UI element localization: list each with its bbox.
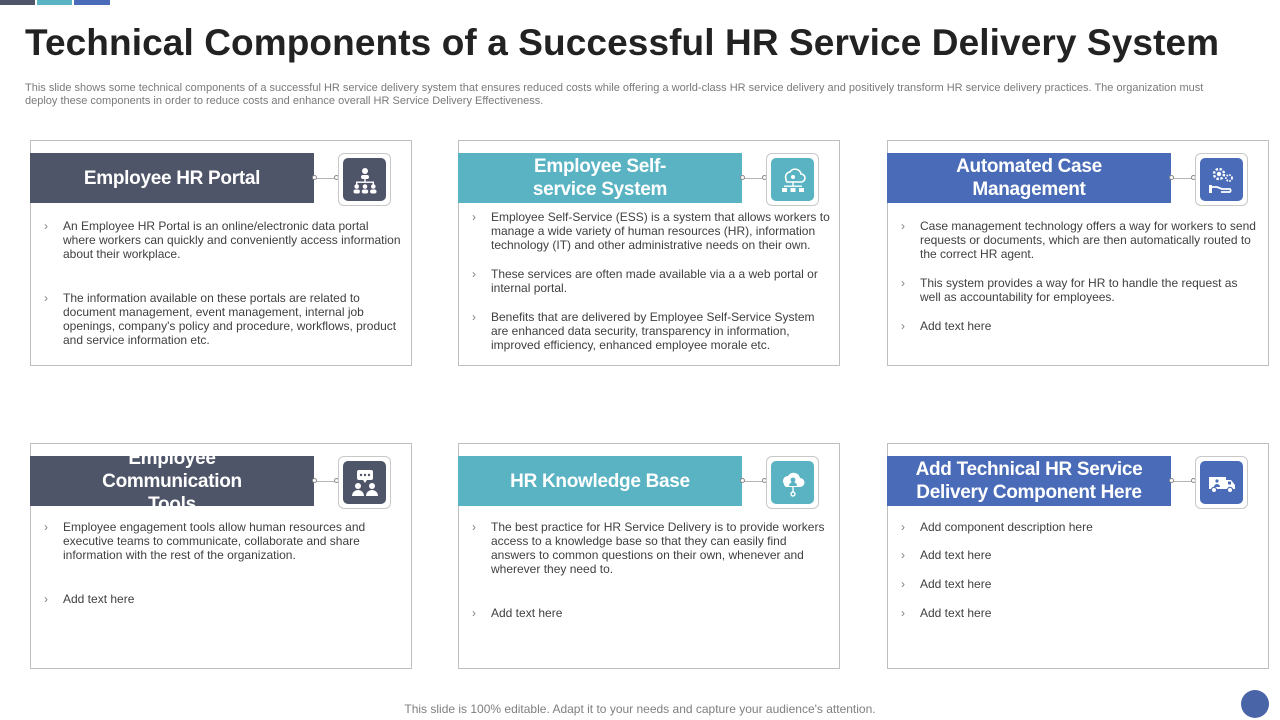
- list-item: › These services are often made available via a a web portal or internal portal.: [491, 267, 831, 295]
- page-description: This slide shows some technical components of a successful HR service delivery system that ensures reduced costs while offering a world-class HR service delivery and positively transform HR service delivery practices. The organization must deploy these components in order to reduce costs and enhance overall HR Service Delivery Effectiveness.: [25, 82, 1204, 107]
- footer-note: This slide is 100% editable. Adapt it to your needs and capture your audience's attention.: [404, 702, 876, 716]
- corner-circle: [1241, 690, 1269, 718]
- card-employee-hr-portal: [30, 140, 412, 366]
- list-item: › Employee Self-Service (ESS) is a system that allows workers to manage a wide variety of human resources (HR), information technology (IT) and other administrative needs on their own.: [491, 210, 831, 252]
- connector-dot: [740, 478, 745, 483]
- list-item: › An Employee HR Portal is an online/electronic data portal where workers can quickly and conveniently access information about their workplace.: [63, 219, 403, 261]
- card-employee-self-service-system: [458, 140, 840, 366]
- connector-dot: [312, 175, 317, 180]
- gear-hand-icon: [1195, 153, 1248, 206]
- connector-dot: [1169, 478, 1174, 483]
- list-item: › Add text here: [920, 606, 1260, 620]
- list-item: › Case management technology offers a way for workers to send requests or documents, which are then automatically routed to the correct HR agent.: [920, 219, 1260, 261]
- card-title: Employee Self-service System: [458, 153, 742, 203]
- card-title: HR Knowledge Base: [458, 456, 742, 506]
- list-item: › Add text here: [920, 577, 1260, 591]
- connector-dot: [740, 175, 745, 180]
- card-automated-case-management: [887, 140, 1269, 366]
- list-item: › The best practice for HR Service Delivery is to provide workers access to a knowledge base so that they can easily find answers to common questions on their own, whenever and wherever they need to.: [491, 520, 831, 576]
- connector-dot: [312, 478, 317, 483]
- delivery-truck-icon: [1195, 456, 1248, 509]
- card-title: Employee Communication Tools: [30, 456, 314, 506]
- list-item: › This system provides a way for HR to handle the request as well as accountability for employees.: [920, 276, 1260, 304]
- card-add-component: [887, 443, 1269, 669]
- card-title: Add Technical HR Service Delivery Component Here: [887, 456, 1171, 506]
- list-item: › Add text here: [920, 319, 1260, 333]
- card-title: Employee HR Portal: [30, 153, 314, 203]
- list-item: › The information available on these portals are related to document management, event management, internal job openings, company's policy and procedure, workflows, product and service information etc.: [63, 291, 403, 347]
- card-employee-communication-tools: [30, 443, 412, 669]
- connector-dot: [1169, 175, 1174, 180]
- list-item: › Add text here: [920, 548, 1260, 562]
- list-item: › Benefits that are delivered by Employee Self-Service System are enhanced data security, transparency in information, improved efficiency, enhanced employee morale etc.: [491, 310, 831, 352]
- card-title: Automated Case Management: [887, 153, 1171, 203]
- chat-people-icon: [338, 456, 391, 509]
- page-title: Technical Components of a Successful HR Service Delivery System: [25, 22, 1220, 63]
- list-item: › Add component description here: [920, 520, 1260, 534]
- list-item: › Add text here: [63, 592, 403, 606]
- top-accent-slate: [0, 0, 35, 5]
- list-item: › Add text here: [491, 606, 831, 620]
- list-item: › Employee engagement tools allow human resources and executive teams to communicate, collaborate and share information with the rest of the organization.: [63, 520, 403, 562]
- top-accent-teal: [37, 0, 72, 5]
- org-chart-icon: [338, 153, 391, 206]
- cloud-network-icon: [766, 153, 819, 206]
- card-hr-knowledge-base: [458, 443, 840, 669]
- cloud-person-icon: [766, 456, 819, 509]
- top-accent-blue: [74, 0, 110, 5]
